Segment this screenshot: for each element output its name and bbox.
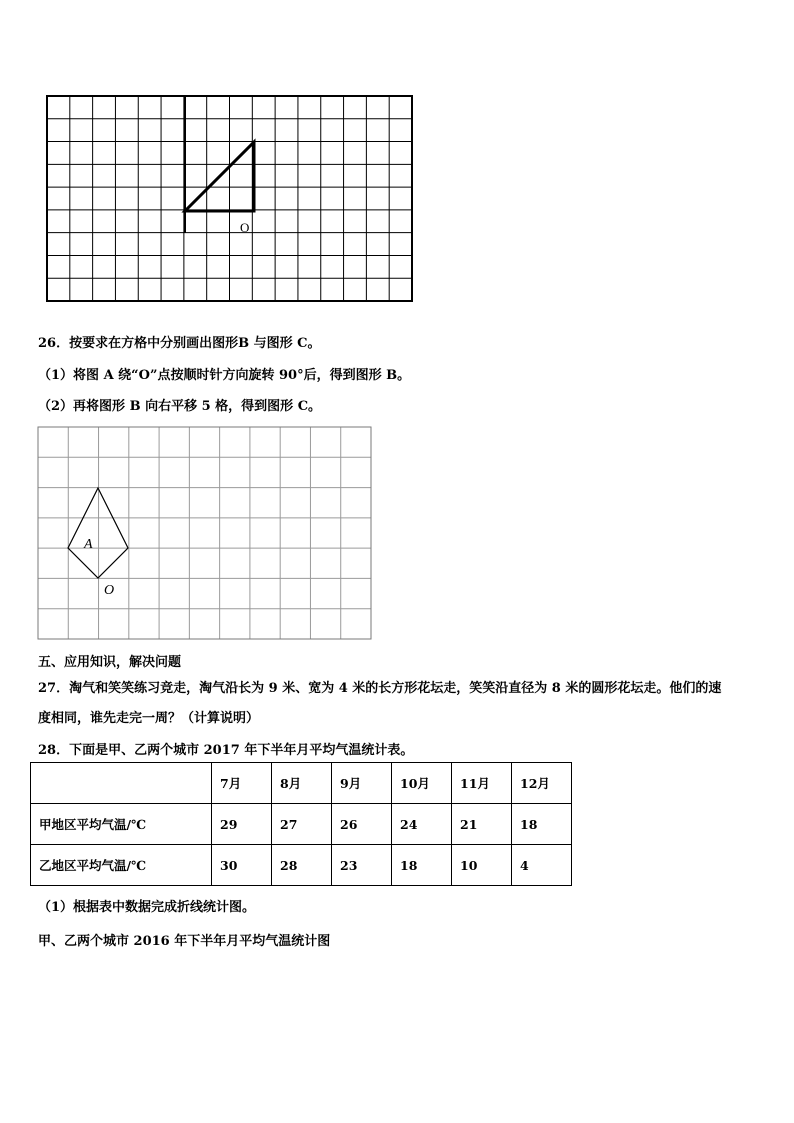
table-cell: 24 [392, 804, 452, 845]
figure-a-label: A [84, 537, 93, 552]
question-27-line-2: 度相同，谁先走完一周？（计算说明） [38, 711, 260, 726]
row-label: 甲地区平均气温/℃ [31, 804, 212, 845]
grid-2-border [38, 427, 371, 639]
question-26-step-1: （1）将图 A 绕“O”点按顺时针方向旋转 90°后，得到图形 B。 [38, 368, 411, 383]
table-cell: 30 [212, 845, 272, 886]
table-header-cell: 12月 [512, 763, 572, 804]
question-28-title: 28．下面是甲、乙两个城市 2017 年下半年月平均气温统计表。 [38, 743, 414, 758]
table-row [31, 804, 572, 845]
grid-1-point-label: O [240, 220, 250, 235]
table-cell: 29 [212, 804, 272, 845]
chart-title: 甲、乙两个城市 2016 年下半年月平均气温统计图 [38, 934, 331, 949]
table-cell: 23 [332, 845, 392, 886]
table-cell: 10 [452, 845, 512, 886]
table-cell: 18 [392, 845, 452, 886]
table-header-cell: 11月 [452, 763, 512, 804]
table-header-cell: 8月 [272, 763, 332, 804]
table-cell: 28 [272, 845, 332, 886]
temperature-table [30, 762, 572, 886]
table-cell: 26 [332, 804, 392, 845]
table-header-cell: 10月 [392, 763, 452, 804]
table-row [31, 845, 572, 886]
row-label: 乙地区平均气温/℃ [31, 845, 212, 886]
grid-2-lines [38, 427, 371, 639]
table-cell: 4 [512, 845, 572, 886]
table-cell: 21 [452, 804, 512, 845]
table-header-row [31, 763, 572, 804]
point-o-label: O [104, 583, 115, 598]
table-header-cell: 7月 [212, 763, 272, 804]
question-28-step-1: （1）根据表中数据完成折线统计图。 [38, 900, 256, 915]
question-27-line-1: 27．淘气和笑笑练习竞走，淘气沿长为 9 米、宽为 4 米的长方形花坛走，笑笑沿直径为 8 米的圆形花坛走。他们的速 [38, 681, 722, 696]
table-cell: 18 [512, 804, 572, 845]
section-5-heading: 五、应用知识，解决问题 [38, 655, 182, 670]
table-cell: 27 [272, 804, 332, 845]
table-corner-cell [31, 763, 212, 804]
table-header-cell: 9月 [332, 763, 392, 804]
kite-figure-a [68, 488, 128, 578]
question-26-step-2: （2）再将图形 B 向右平移 5 格，得到图形 C。 [38, 399, 322, 414]
question-26-title: 26．按要求在方格中分别画出图形B 与图形 C。 [38, 336, 321, 351]
